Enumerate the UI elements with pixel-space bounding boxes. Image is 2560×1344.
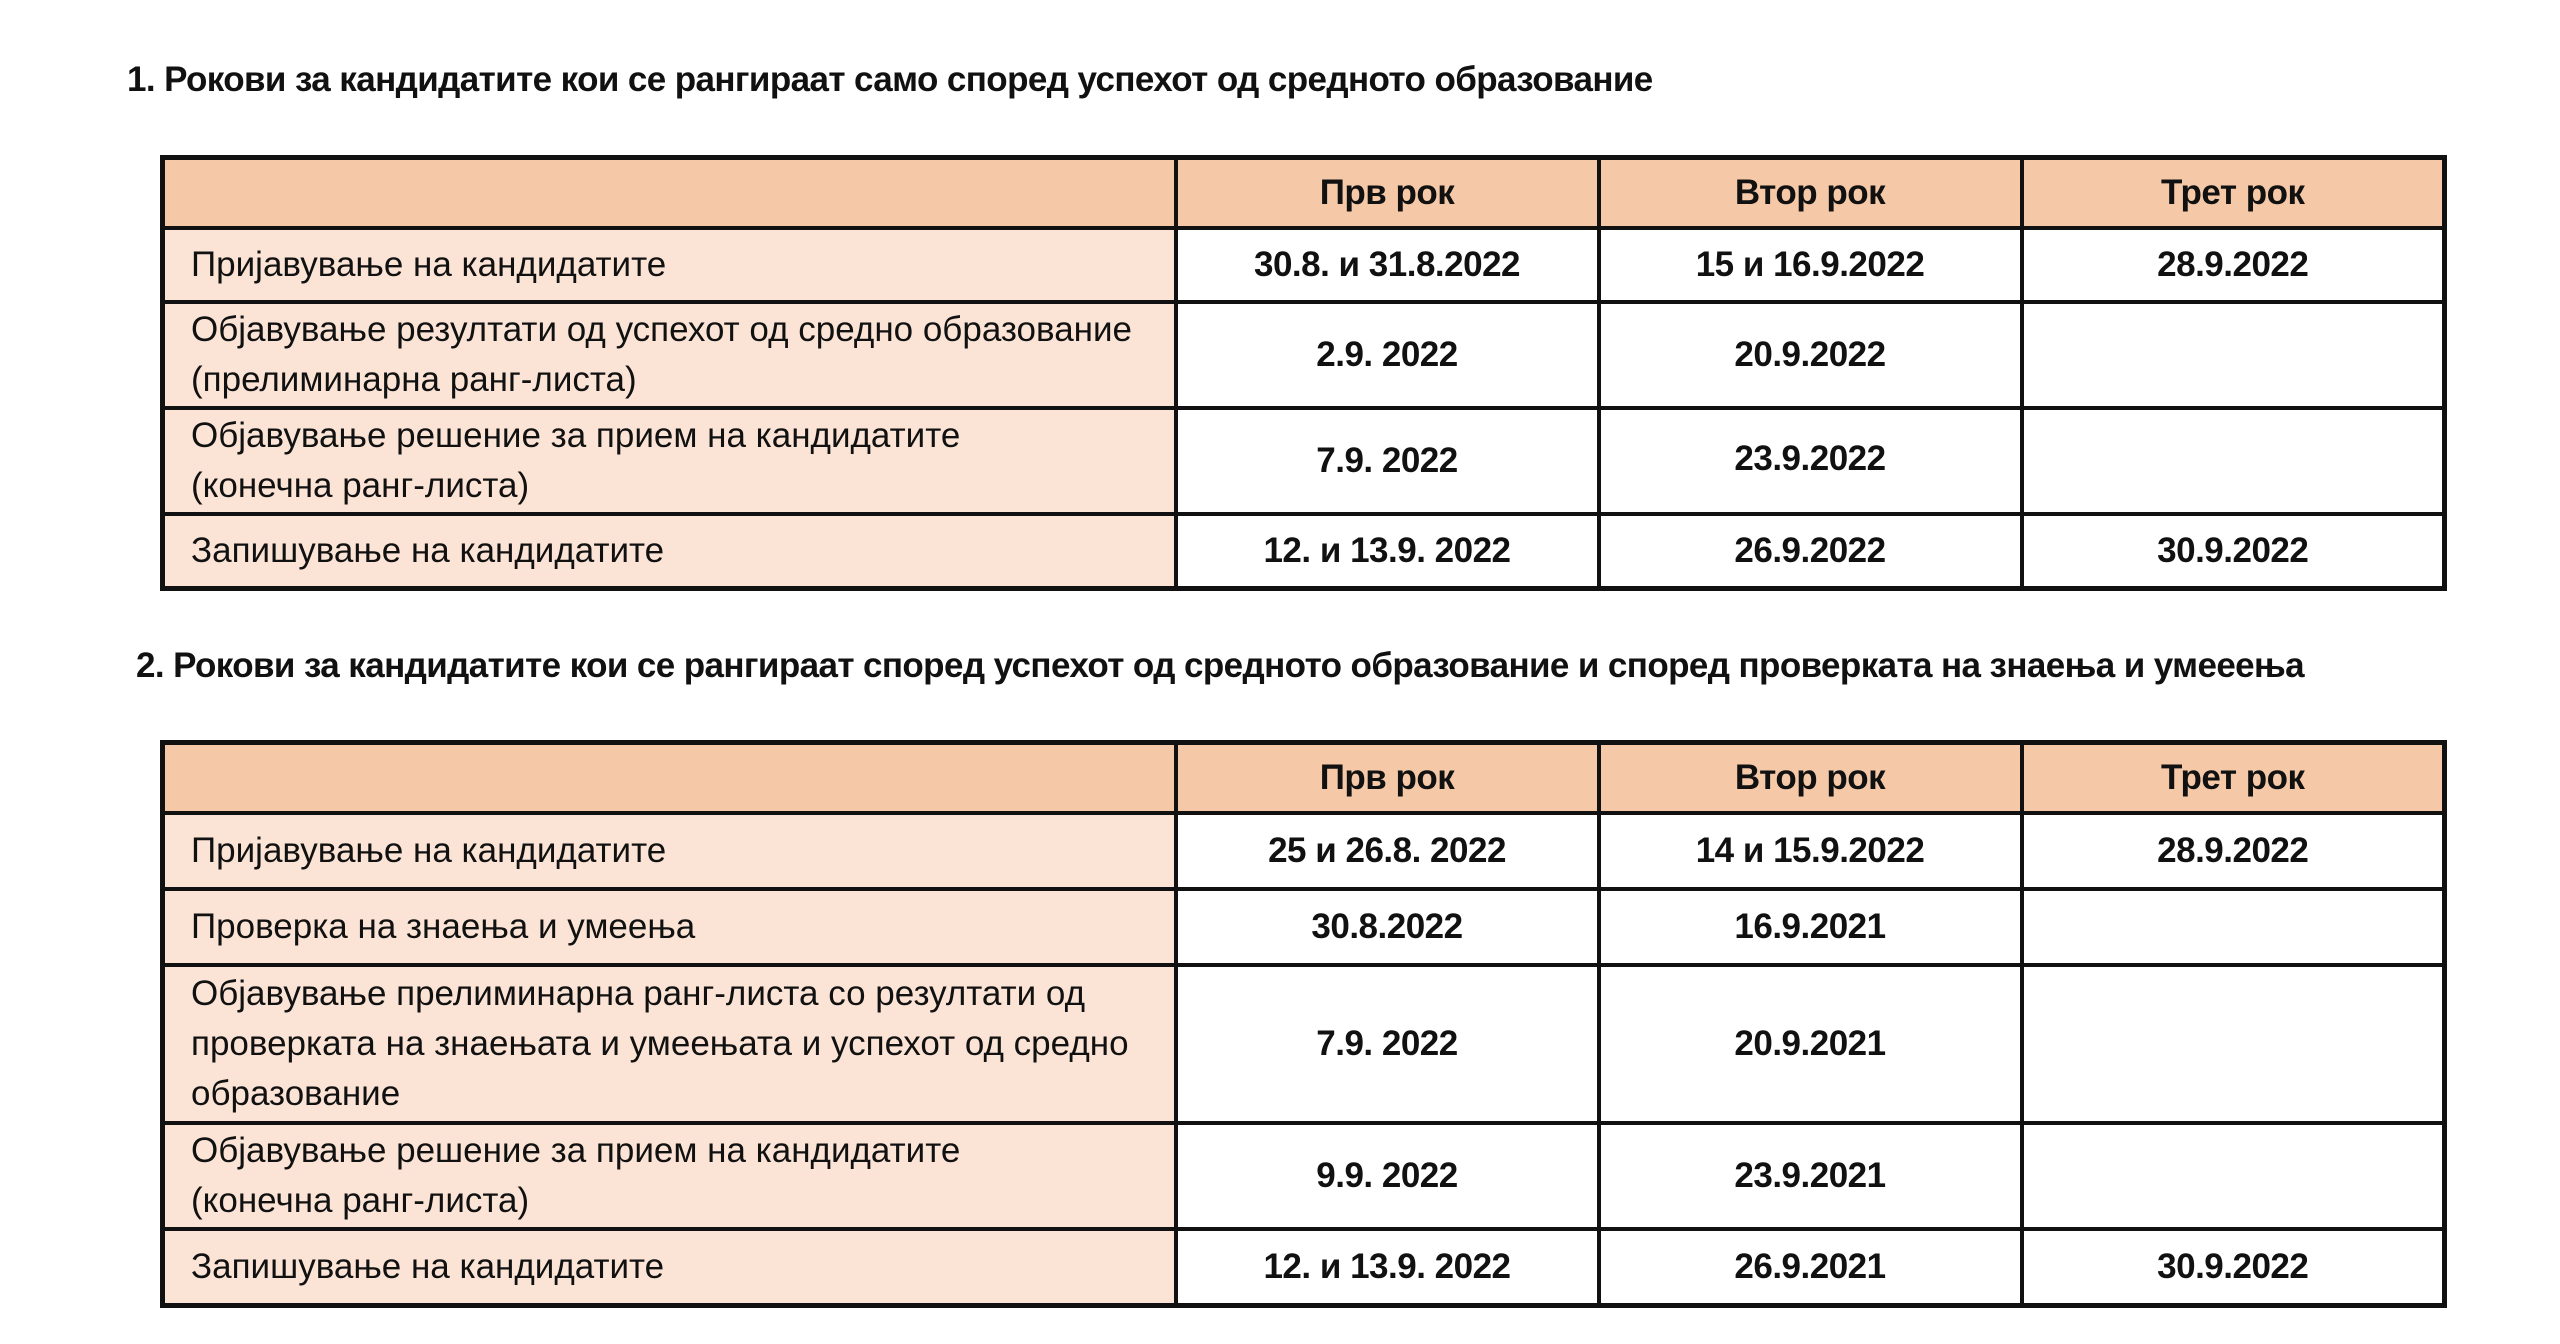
- third-round-value: [2022, 965, 2445, 1123]
- row-label: [163, 408, 1176, 514]
- second-round-value: 14 и 15.9.2022: [1599, 813, 2022, 889]
- third-round-value: [2022, 302, 2445, 408]
- table-header-row: [163, 743, 2445, 814]
- first-round-value: 2.9. 2022: [1176, 302, 1599, 408]
- first-round-value: 7.9. 2022: [1176, 408, 1599, 514]
- row-label-line: Објавување прелиминарна ранг-листа со резултати од: [191, 974, 1086, 1013]
- deadlines-table-secondary-only: [160, 155, 2447, 591]
- table-row: [163, 302, 2445, 408]
- row-label: [163, 965, 1176, 1123]
- row-label: [163, 1123, 1176, 1229]
- row-label-line: (конечна ранг-листа): [191, 466, 530, 505]
- first-round-value: 9.9. 2022: [1176, 1123, 1599, 1229]
- first-round-value: 12. и 13.9. 2022: [1176, 514, 1599, 588]
- third-round-value: [2022, 408, 2445, 514]
- table-row: [163, 408, 2445, 514]
- column-header-second-round: Втор рок: [1599, 743, 2022, 814]
- column-header-second-round: Втор рок: [1599, 158, 2022, 229]
- first-round-value: 30.8.2022: [1176, 889, 1599, 965]
- row-label: [163, 514, 1176, 588]
- section-1-heading: 1. Рокови за кандидатите кои се рангираат само според успехот од средното образование: [127, 60, 1653, 99]
- row-label-line: Проверка на знаења и умеења: [191, 907, 696, 946]
- second-round-value: 20.9.2021: [1599, 965, 2022, 1123]
- second-round-value: 26.9.2022: [1599, 514, 2022, 588]
- row-label: [163, 228, 1176, 302]
- column-header-first-round: Прв рок: [1176, 743, 1599, 814]
- row-label-line: Запишување на кандидатите: [191, 1246, 665, 1286]
- second-round-value: 16.9.2021: [1599, 889, 2022, 965]
- third-round-value: 30.9.2022: [2022, 1229, 2445, 1305]
- table-row: [163, 1123, 2445, 1229]
- table-row: [163, 813, 2445, 889]
- row-label: [163, 813, 1176, 889]
- row-label-line: Пријавување на кандидатите: [191, 245, 667, 284]
- second-round-value: 20.9.2022: [1599, 302, 2022, 408]
- third-round-value: 28.9.2022: [2022, 813, 2445, 889]
- third-round-value: 28.9.2022: [2022, 228, 2445, 302]
- column-header-blank: [163, 743, 1176, 814]
- second-round-value: 15 и 16.9.2022: [1599, 228, 2022, 302]
- table-row: [163, 1229, 2445, 1305]
- row-label-line: Запишување на кандидатите: [191, 530, 665, 570]
- row-label-line: (прелиминарна ранг-листа): [191, 360, 637, 399]
- row-label-line: Објавување решение за прием на кандидатите: [191, 416, 961, 455]
- first-round-value: 30.8. и 31.8.2022: [1176, 228, 1599, 302]
- table-row: [163, 228, 2445, 302]
- column-header-blank: [163, 158, 1176, 229]
- first-round-value: 25 и 26.8. 2022: [1176, 813, 1599, 889]
- table-header-row: [163, 158, 2445, 229]
- first-round-value: 12. и 13.9. 2022: [1176, 1229, 1599, 1305]
- row-label: [163, 889, 1176, 965]
- row-label: [163, 302, 1176, 408]
- column-header-first-round: Прв рок: [1176, 158, 1599, 229]
- table-row: [163, 514, 2445, 588]
- row-label-line: Пријавување на кандидатите: [191, 831, 667, 870]
- third-round-value: [2022, 889, 2445, 965]
- table-row: [163, 965, 2445, 1123]
- deadlines-table-with-exam: [160, 740, 2447, 1308]
- table-row: [163, 889, 2445, 965]
- row-label-line: проверката на знаењата и умеењата и успехот од средно: [191, 1024, 1129, 1063]
- row-label-line: Објавување решение за прием на кандидатите: [191, 1131, 961, 1170]
- second-round-value: 26.9.2021: [1599, 1229, 2022, 1305]
- column-header-third-round: Трет рок: [2022, 743, 2445, 814]
- section-2-heading: 2. Рокови за кандидатите кои се рангираат според успехот од средното образование и според проверката на знаења и умееења: [136, 646, 2305, 685]
- third-round-value: 30.9.2022: [2022, 514, 2445, 588]
- row-label-line: Објавување резултати од успехот од средно образование: [191, 310, 1133, 349]
- row-label: [163, 1229, 1176, 1305]
- third-round-value: [2022, 1123, 2445, 1229]
- column-header-third-round: Трет рок: [2022, 158, 2445, 229]
- first-round-value: 7.9. 2022: [1176, 965, 1599, 1123]
- row-label-line: (конечна ранг-листа): [191, 1181, 530, 1220]
- second-round-value: 23.9.2022: [1599, 408, 2022, 514]
- row-label-line: образование: [191, 1074, 401, 1113]
- second-round-value: 23.9.2021: [1599, 1123, 2022, 1229]
